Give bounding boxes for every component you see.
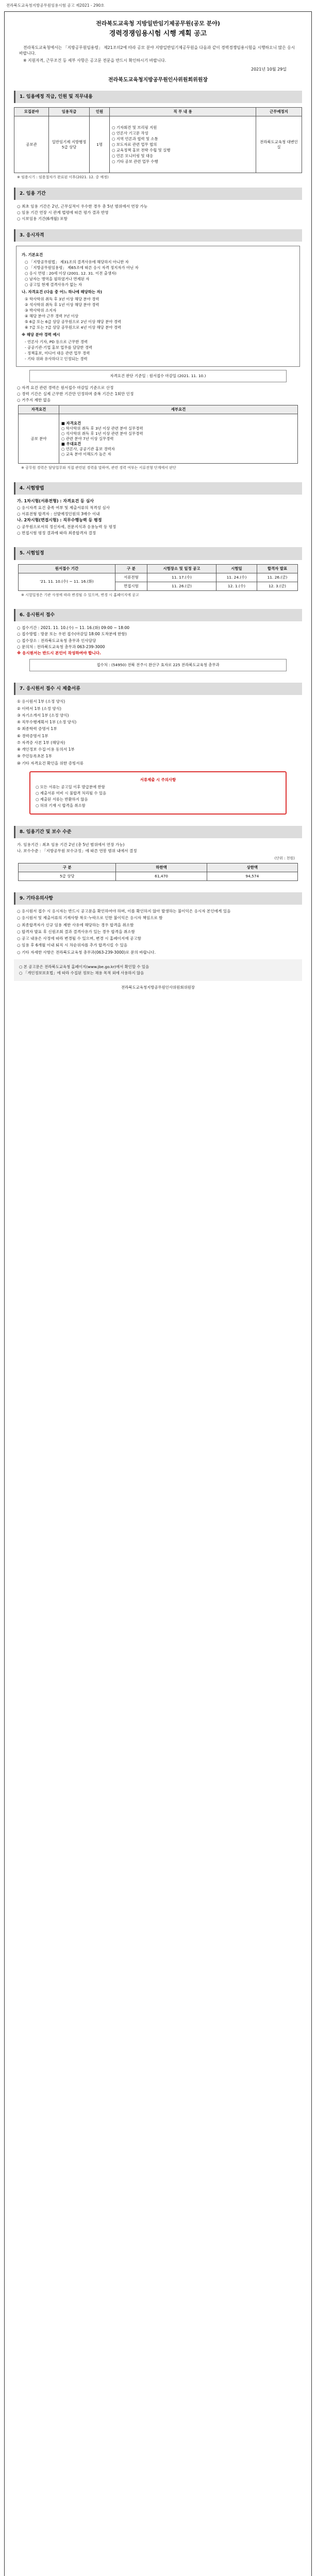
document-item: ⑨ 주민등록초본 1부 [17,754,52,759]
qual-detail: ○ 석사학위 취득 후 1년 이상 관련 분야 실무경력 [61,431,143,436]
caution-line: ○ 허위 기재 시 합격을 취소함 [36,803,86,808]
note-item: ○ 합격자 발표 후 신원조회 결과 결격사유가 있는 경우 합격을 취소함 [17,929,135,934]
issuing-org: 전라북도교육청지방공무원인사위원회위원장 [108,77,208,83]
qual-detail: ■ 자격요건 [61,420,81,426]
duty-item: ○ 교육정책 홍보 전략 수립 및 실행 [112,147,171,152]
qual-line: - 공공기관·기업 홍보 업무를 담당한 경력 [25,345,92,350]
note-item: ○ 공고 내용은 사정에 따라 변경될 수 있으며, 변경 시 홈페이지에 공고함 [17,936,141,941]
count-cell: 1명 [90,116,110,173]
intro-paragraph: 전라북도교육청에서는 「지방공무원임용령」 제21조의2에 따라 공모 분야 지방일반임기제공무원을 다음과 같이 경력경쟁임용시험을 시행하오니 많은 응시 바랍니다. [19,45,295,56]
appointment-note: ※ 임용시기 : 임용절차가 완료된 이후(2021. 12. 중 예정) [17,175,109,180]
notice-strip [14,959,302,981]
footer-sign: 전라북도교육청지방공무원인사위원회위원장 [121,985,195,990]
document-number: 전라북도교육청지방공무원임용시험 공고 제2021 - 290호 [6,3,105,8]
schedule-type: 면접시험 [115,582,147,590]
application-period: '21. 11. 10.(수) ~ 11. 16.(화) [19,573,115,590]
qualification-box [16,246,300,367]
table-header: 세부요건 [59,405,298,414]
document-item: ⑤ 최종학력 증명서 1부 [17,726,57,732]
schedule-notice: 11. 17.(수) [147,573,216,582]
method-line: ○ 공무원으로서의 정신자세, 전문지식과 응용능력 등 평정 [17,524,116,529]
table-header: 원서접수 기간 [19,564,115,573]
duty-item: ○ 보도자료 관련 업무 협의 [112,142,157,147]
section-header-salary: 8. 임용기간 및 보수 수준 [14,826,302,838]
application-line: ○ 문의처 : 전라북도교육청 총무과 063-239-3000 [17,644,105,649]
qual-line: ○ 남자는 병역을 필하였거나 면제된 자 [25,276,90,281]
intro-paragraph: ※ 지원자격, 근무조건 등 세부 사항은 공고문 전문을 반드시 확인하시기 바랍니다. [23,58,166,63]
document-item: ⑧ 개인정보 수집·이용 동의서 1부 [17,747,75,752]
salary-min: 61,470 [116,872,207,880]
method-line: 가. 1차시험(서류전형) : 자격요건 등 심사 [17,498,94,503]
method-line: ○ 서류전형 합격자 : 선발예정인원의 3배수 이내 [17,511,100,516]
section-header-documents: 7. 응시원서 접수 시 제출서류 [14,683,302,695]
qual-line: ○ 공고일 현재 결격사유가 없는 자 [25,282,82,287]
qual-heading: ※ 해당 분야 경력 예시 [22,332,60,337]
document-item: ⑥ 경력증명서 1부 [17,733,48,738]
qual-line: ⑤ 6급 또는 6급 상당 공무원으로 2년 이상 해당 분야 경력 [25,319,122,324]
duty-item: ○ 언론 모니터링 및 대응 [112,153,154,158]
document-item: ④ 직무수행계획서 1부 (소정 양식) [17,720,77,725]
qual-detail: ○ 언론사, 공공기관 홍보 경력자 [61,446,115,451]
table-header: 상한액 [207,863,297,872]
grade-cell: 일반임기제 지방행정 5급 상당 [49,116,90,173]
schedule-result: 11. 26.(금) [257,573,297,582]
strip-line: ○ 본 공고문은 전라북도교육청 홈페이지(www.jbe.go.kr)에서 확인할 수 있음 [19,964,149,969]
salary-grade: 5급 상당 [19,872,116,880]
section-header-qualifications: 3. 응시자격 [14,229,302,242]
section-header-other-notes: 9. 기타유의사항 [14,892,302,905]
qual-details-cell [59,414,298,464]
qual-line: ⑥ 7급 또는 7급 상당 공무원으로 4년 이상 해당 분야 경력 [25,325,122,330]
qual-line: ○ 「지방공무원임용령」 제65조에 따른 응시 자격 정지자가 아닌 자 [25,265,139,270]
table-header: 구 분 [115,564,147,573]
section-header-exam-method: 4. 시험방법 [14,482,302,495]
period-line: ○ 시보임용 기간(6개월) 포함 [17,216,68,222]
table-header: 합격자 발표 [257,564,297,573]
table-header: 임용직급 [49,108,90,116]
qual-detail: ○ 관련 분야 7년 이상 실무경력 [61,436,114,441]
document-item: ② 이력서 1부 (소정 양식) [17,706,61,711]
qual-line: ④ 해당 분야 근무 경력 7년 이상 [25,313,78,318]
qual-detail: ○ 학사학위 취득 후 3년 이상 관련 분야 실무경력 [61,426,143,431]
salary-max: 94,574 [207,872,297,880]
intro [19,45,297,64]
duty-item: ○ 언론사 기고문 작성 [112,130,148,135]
caution-line: ○ 제출된 서류는 반환하지 않음 [36,796,88,802]
qual-line: ② 석사학위 취득 후 1년 이상 해당 분야 경력 [25,302,99,307]
duty-item: ○ 기타 공보 관련 업무 수행 [112,159,158,164]
note-item: ○ 최종합격자가 신규 임용 제한 사유에 해당하는 경우 합격을 취소함 [17,922,134,927]
document-frame [4,11,312,2576]
qual-line: ○ 응시 연령 : 20세 이상 (2001. 12. 31. 이전 출생자) [25,270,116,276]
qual-line: ○ 「지방공무원법」 제31조의 결격사유에 해당하지 아니한 자 [25,259,129,264]
table-header: 근무예정지 [256,108,302,116]
salary-line: 나. 보수수준 : 「지방공무원 보수규정」에 따른 연봉 범위 내에서 결정 [17,849,137,854]
document-caution-box [29,771,287,815]
section-header-positions: 1. 임용예정 직급, 인원 및 직무내용 [14,91,302,103]
qual-heading: 나. 자격요건 (다음 중 어느 하나에 해당하는 자) [22,289,103,294]
schedule-result: 12. 3.(금) [257,582,297,590]
schedule-note: ※ 시험일정은 기관 사정에 따라 변경될 수 있으며, 변경 시 홈페이지에 공고 [21,592,139,597]
section-header-schedule: 5. 시험일정 [14,547,302,560]
note-item: ○ 응시원서 접수 시 응시자는 반드시 공고문을 확인하여야 하며, 이를 확인하지 않아 발생하는 불이익은 응시자 본인에게 있음 [17,909,231,914]
document-item: ⑦ 자격증 사본 1부 (해당자) [17,740,65,745]
qual-after-line: ○ 자격 요건 관련 경력은 원서접수 마감일 기준으로 산정 [17,385,114,390]
table-header: 시험장소 및 일정 공고 [147,564,216,573]
section-header-application: 6. 응시원서 접수 [14,609,302,621]
table-header: 하한액 [116,863,207,872]
qual-line: ③ 박사학위 소지자 [25,308,57,313]
qual-after-line: ○ 거주지 제한 없음 [17,398,51,403]
note-item: ○ 임용 후 6개월 이내 퇴직 시 차순위자를 추가 합격시킬 수 있음 [17,943,128,948]
notice-date: 2021년 10월 29일 [251,66,287,72]
period-line: ○ 최초 임용 기간은 2년, 근무실적이 우수한 경우 총 5년 범위에서 연장 가능 [17,204,148,209]
duties-cell [110,116,256,173]
note-item: ○ 기타 자세한 사항은 전라북도교육청 총무과(063-239-3000)로 문의 바랍니다. [17,950,156,955]
document-item: ③ 자기소개서 1부 (소정 양식) [17,713,69,718]
qual-line: - 언론사 기자, PD 등으로 근무한 경력 [25,339,88,344]
qual-detail: ○ 교육 분야 이해도가 높은 자 [61,451,111,456]
document-item: ⑩ 기타 자격요건 확인을 위한 증빙서류 [17,760,84,766]
schedule-exam: 11. 24.(수) [216,573,257,582]
qual-detail: ■ 우대요건 [61,441,81,446]
note-item: ○ 응시원서 및 제출서류의 기재사항 착오·누락으로 인한 불이익은 응시자 책임으로 함 [17,916,163,921]
caution-line: ○ 제출서류 미비 시 불합격 처리될 수 있음 [36,790,107,795]
qual-footnote: ※ 공무원 경력은 담당업무와 직접 관련된 경력을 말하며, 관련 경력 여부는 서류전형 단계에서 판단 [21,466,176,470]
method-line: ○ 응시자격 요건 충족 여부 및 제출서류의 적격성 심사 [17,505,110,510]
strip-line: ○ 「개인정보보호법」에 따라 수집된 정보는 채용 목적 외에 사용하지 않음 [19,970,144,975]
title-line-2: 경력경쟁임용시험 시행 계획 공고 [109,29,207,38]
schedule-notice: 11. 26.(금) [147,582,216,590]
caution-line: ○ 모든 서류는 공고일 이후 발급분에 한함 [36,784,105,789]
document-title [5,20,311,38]
qual-row-label: 공보 분야 [19,414,59,464]
salary-table [18,863,298,881]
salary-unit: (단위 : 천원) [274,856,295,860]
qual-heading: 가. 기본요건 [22,252,43,257]
application-address-box: 접수처 : (54950) 전북 전주시 완산구 효자로 225 전라북도교육청 총무과 [29,659,287,671]
application-line: ○ 접수기간 : 2021. 11. 10.(수) ~ 11. 16.(화) 09:00 ~ 18:00 [17,625,130,631]
field-cell: 공보관 [14,116,49,173]
qual-criteria-box: 자격요건 판단 기준일 : 원서접수 마감일 (2021. 11. 10.) [29,370,287,382]
application-line: ○ 접수장소 : 전라북도교육청 총무과 인사담당 [17,638,96,643]
salary-line: 가. 임용기간 : 최초 임용 기간 2년 (총 5년 범위에서 연장 가능) [17,842,125,848]
caution-title: 서류제출 시 주의사항 [140,777,176,782]
table-header: 구 분 [19,863,116,872]
table-header: 모집분야 [14,108,49,116]
qual-line: - 정책홍보, 미디어 대응 관련 업무 경력 [25,350,90,355]
schedule-type: 서류전형 [115,573,147,582]
qual-after-line: ○ 경력 기간은 실제 근무한 기간만 인정하며 중복 기간은 1회만 인정 [17,391,134,396]
section-header-period: 2. 임용 기간 [14,188,302,200]
schedule-table [18,564,298,591]
duty-item: ○ 지역 언론과 협력 및 소통 [112,136,158,141]
location-cell: 전라북도교육청 대변인실 [256,116,302,173]
positions-table [14,107,302,173]
qual-line: ① 학사학위 취득 후 3년 이상 해당 분야 경력 [25,296,99,301]
application-line: ○ 접수방법 : 방문 또는 우편 접수(마감일 18:00 도착분에 한함) [17,632,127,637]
document-item: ① 응시원서 1부 (소정 양식) [17,699,65,704]
duty-item: ○ 기자회견 및 브리핑 지원 [112,125,157,130]
application-warning: ※ 응시원서는 반드시 본인이 작성하여야 합니다. [17,651,101,656]
title-line-1: 전라북도교육청 지방일반임기제공무원(공모 분야) [96,20,220,27]
table-header: 시험일 [216,564,257,573]
qualification-detail-table [18,405,298,464]
method-line: ○ 면접시험 평정 결과에 따라 최종합격자 결정 [17,531,96,536]
period-line: ○ 임용 기간 연장 시 관계 법령에 따른 평가 결과 반영 [17,210,109,215]
table-header: 인원 [90,108,110,116]
method-line: 나. 2차시험(면접시험) : 직무수행능력 등 평정 [17,518,102,523]
table-header: 직 무 내 용 [110,108,256,116]
qual-line: - 기타 위와 유사하다고 인정되는 경력 [25,356,88,361]
table-header: 자격요건 [19,405,59,414]
schedule-exam: 12. 1.(수) [216,582,257,590]
